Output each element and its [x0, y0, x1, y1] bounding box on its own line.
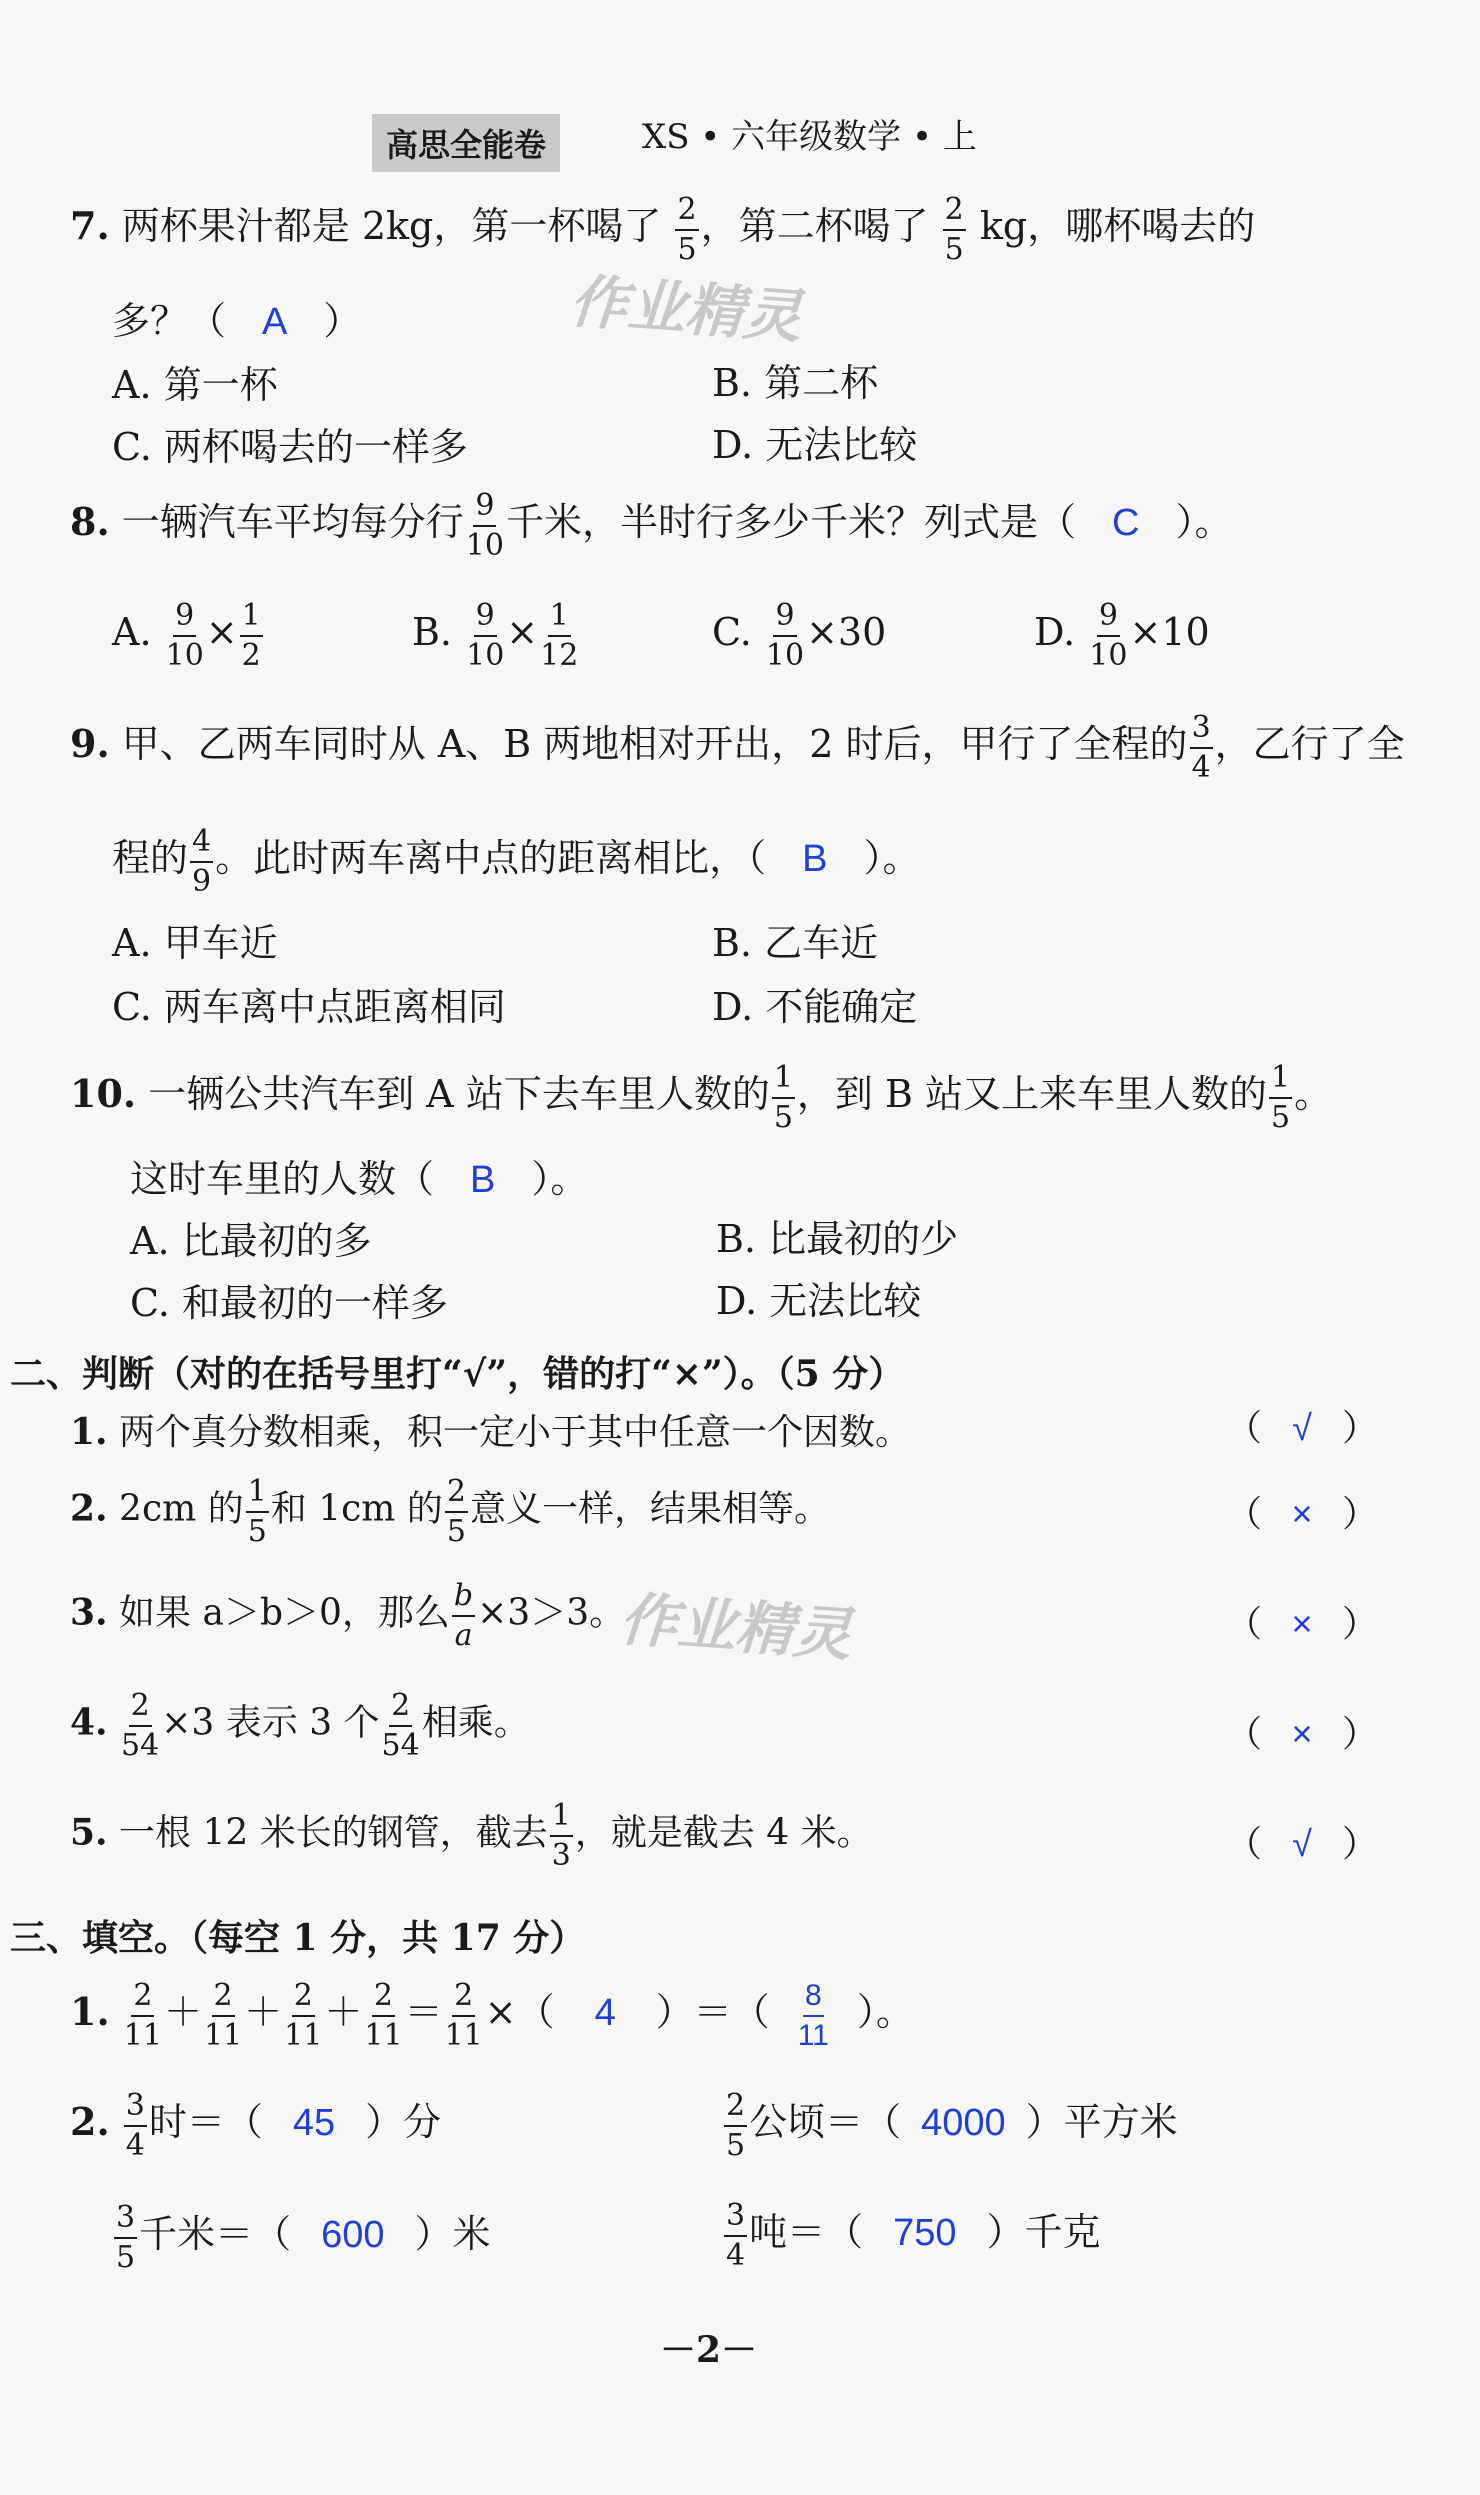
judge-answer-3: （ × ） [1226, 1603, 1379, 1645]
judge-item-4: 4. $\frac{2}{54}$ ×3 表示 3 个 $\frac{2}{54}$ 相乘。 [70, 1688, 530, 1763]
question-8: 8. 一辆汽车平均每分行 $\frac{9}{10}$ 千米，半时行多少千米？列式是（ C ）。 [70, 488, 1233, 563]
watermark-top: 作业精灵 [567, 268, 804, 350]
fill-item-2b: $\frac{2}{5}$ 公顷＝（ 4000 ）平方米 [726, 2088, 1178, 2163]
q7-option-b: B. 第二杯 [712, 361, 879, 405]
question-9-line2: 程的 $\frac{4}{9}$ 。此时两车离中点的距离相比，（ B ）。 [112, 824, 921, 899]
q8-option-c: C. $\frac{9}{10}$ ×30 [712, 598, 887, 673]
judge-answer-2: （ × ） [1226, 1493, 1379, 1535]
answer-8: C [1111, 502, 1140, 544]
fill-answer-2c: 600 [321, 2214, 385, 2256]
section-3-title: 三、填空。（每空 1 分，共 17 分） [10, 1917, 586, 1959]
judge-item-5: 5. 一根 12 米长的钢管，截去 $\frac{1}{3}$ ，就是截去 4 米。 [70, 1798, 873, 1873]
fill-item-2c: $\frac{3}{5}$ 千米＝（ 600 ）米 [116, 2200, 491, 2275]
q7-option-a: A. 第一杯 [112, 363, 278, 407]
judge-answer-5: （ √ ） [1226, 1823, 1379, 1865]
question-10-line2: 这时车里的人数（ B ）。 [130, 1157, 589, 1201]
page-number: －2－ [660, 2329, 758, 2371]
judge-item-2: 2. 2cm 的 $\frac{1}{5}$ 和 1cm 的 $\frac{2}{5}$ 意义一样，结果相等。 [70, 1474, 830, 1549]
judge-item-1: 1. 两个真分数相乘，积一定小于其中任意一个因数。 [70, 1411, 912, 1453]
fill-answer-1b: $\frac{8}{11}$ [797, 1979, 829, 2052]
q10-option-a: A. 比最初的多 [130, 1219, 372, 1263]
q10-option-d: D. 无法比较 [716, 1279, 922, 1323]
fill-item-1: 1. $\frac{2}{11}$ ＋ $\frac{2}{11}$ ＋ $\frac{2}{11}$ ＋ $\frac{2}{11}$ ＝ $\frac{2}{11}$ ×（ 4 ）＝（ $\frac{8}{11}$ ）。 [70, 1978, 914, 2053]
fill-answer-2d: 750 [893, 2212, 957, 2254]
answer-9: B [802, 838, 828, 880]
question-10-line1: 10. 一辆公共汽车到 A 站下去车里人数的 $\frac{1}{5}$ ，到 B 站又上来车里人数的 $\frac{1}{5}$ 。 [70, 1060, 1333, 1135]
q9-option-d: D. 不能确定 [712, 985, 918, 1029]
fill-answer-1a: 4 [594, 1992, 616, 2034]
q9-option-c: C. 两车离中点距离相同 [112, 985, 506, 1029]
fill-item-2d: $\frac{3}{4}$ 吨＝（ 750 ）千克 [726, 2198, 1101, 2273]
book-badge: 高思全能卷 [372, 114, 560, 172]
header-title: XS • 六年级数学 • 上 [642, 117, 977, 157]
q8-option-b: B. $\frac{9}{10}$ × $\frac{1}{12}$ [412, 598, 579, 673]
watermark-middle: 作业精灵 [617, 1586, 854, 1668]
q7-option-d: D. 无法比较 [712, 423, 918, 467]
answer-7: A [262, 301, 288, 343]
fill-answer-2a: 45 [292, 2102, 336, 2144]
fill-answer-2b: 4000 [921, 2102, 1006, 2144]
section-2-title: 二、判断（对的在括号里打“√”，错的打“×”）。（5 分） [10, 1353, 905, 1395]
answer-10: B [470, 1159, 496, 1201]
q8-option-d: D. $\frac{9}{10}$ ×10 [1034, 598, 1210, 673]
q9-option-a: A. 甲车近 [112, 921, 278, 965]
question-7-line1: 7. 两杯果汁都是 2kg，第一杯喝了 $\frac{2}{5}$ ，第二杯喝了 $\frac{2}{5}$ kg，哪杯喝去的 [70, 192, 1256, 267]
question-7-line2: 多？（ A ） [112, 299, 362, 343]
question-9-line1: 9. 甲、乙两车同时从 A、B 两地相对开出，2 时后，甲行了全程的 $\frac{3}{4}$ ，乙行了全 [70, 710, 1405, 785]
q8-option-a: A. $\frac{9}{10}$ × $\frac{1}{2}$ [112, 598, 261, 673]
judge-item-3: 3. 如果 a＞b＞0，那么 $\frac{b}{a}$ ×3＞3。 [70, 1578, 626, 1653]
q7-option-c: C. 两杯喝去的一样多 [112, 425, 468, 469]
q10-option-b: B. 比最初的少 [716, 1217, 959, 1261]
judge-answer-4: （ × ） [1226, 1713, 1379, 1755]
judge-answer-1: （ √ ） [1226, 1407, 1379, 1449]
q9-option-b: B. 乙车近 [712, 921, 879, 965]
q10-option-c: C. 和最初的一样多 [130, 1281, 448, 1325]
fill-item-2a: 2. $\frac{3}{4}$ 时＝（ 45 ）分 [70, 2088, 442, 2163]
